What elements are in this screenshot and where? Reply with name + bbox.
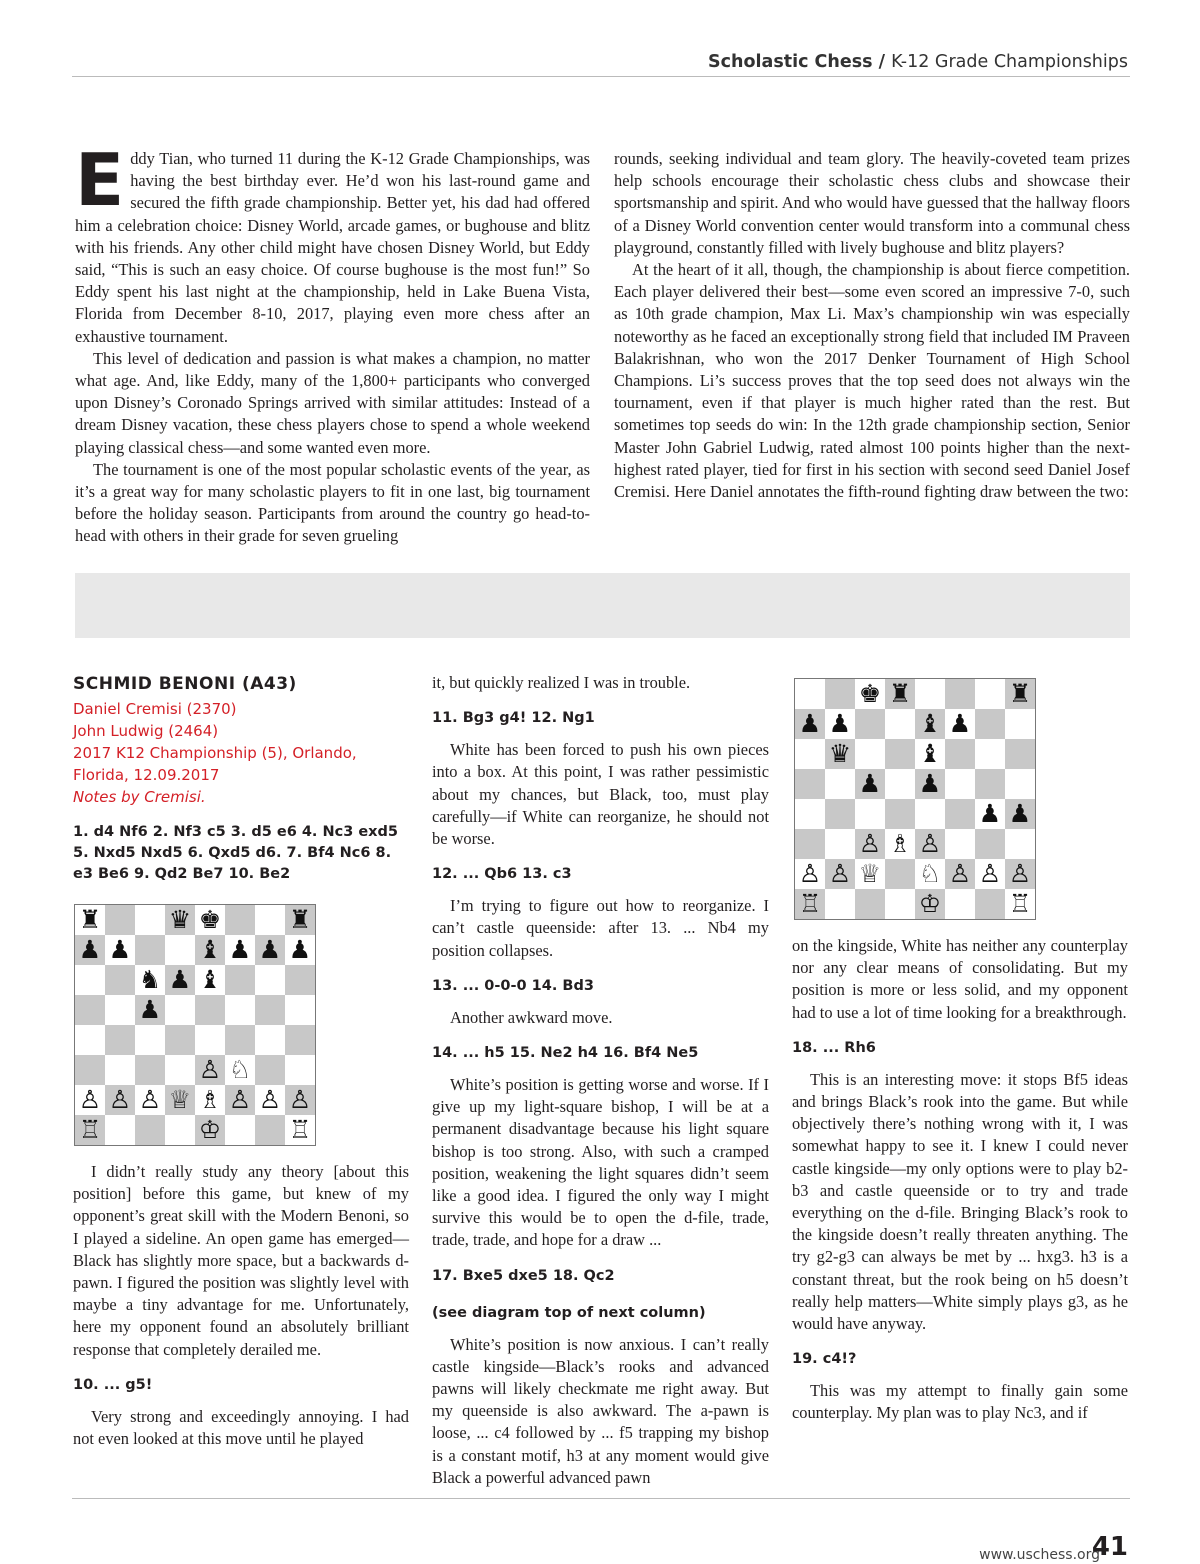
intro-paragraph-2: This level of dedication and passion is what makes a champion, no matter what age. And, like Eddy, many of the 1,800+ participants who converged upon Disney’s Coronado Springs arrived with similar attitudes: Instead of a dream Disney vacation, these chess players chose to spend a whole weekend playing classical chess—and some wanted even more.	[75, 348, 590, 457]
move-line: 19. c4!?	[792, 1351, 857, 1368]
move-line: 14. ... h5 15. Ne2 h4 16. Bf4 Ne5	[432, 1045, 699, 1062]
article-left-column	[75, 138, 590, 548]
white-player: Daniel Cremisi (2370)	[73, 700, 237, 718]
board-square	[1005, 859, 1035, 889]
board-square	[285, 1115, 315, 1145]
board-square	[195, 935, 225, 965]
board-square	[225, 995, 255, 1025]
board-square	[75, 1115, 105, 1145]
board-square	[135, 1085, 165, 1115]
board-square	[915, 769, 945, 799]
board-square	[825, 769, 855, 799]
intro-paragraph-4: rounds, seeking individual and team glory. The heavily-coveted team prizes help schools encourage their scholastic chess clubs and showcase their sportsmanship and spirit. And who would have guessed that the hallway floors of a Disney World convention center would transform into a communal chess playground, constantly filled with lively bughouse and blitz players?	[614, 149, 1130, 257]
annotation: I’m trying to figure out how to reorganize. I can’t castle queenside: after 13. ... Nb4 my position collapses.	[432, 896, 769, 960]
board-square	[795, 829, 825, 859]
board-square	[195, 965, 225, 995]
white-pawn-icon: ♙	[108, 1085, 132, 1114]
board-square	[225, 905, 255, 935]
board-square	[945, 679, 975, 709]
board-square	[975, 859, 1005, 889]
black-pawn-icon: ♟	[918, 769, 942, 798]
board-square	[885, 889, 915, 919]
article-right-column	[614, 148, 1130, 503]
intro-paragraph-1: Eddy Tian, who turned 11 during the K-12 Grade Championships, was having the best birthday ever. He’d won his last-round game and secured the fifth grade championship. Better yet, his dad had offered him a celebration choice: Disney World, arcade games, or bughouse and blitz with his friends. Any other child might have chosen Disney World, but Eddy said, “This is such an easy choice. Of course bughouse is the most fun!” So Eddy spent his last night at the championship, held in Lake Buena Vista, Florida from December 8-10, 2017, playing even more chess after an exhaustive tournament.	[75, 138, 590, 346]
board-square	[255, 1025, 285, 1055]
white-queen-icon: ♕	[168, 1085, 192, 1114]
white-rook-icon: ♖	[798, 889, 822, 918]
game-title: SCHMID BENONI (A43)	[73, 674, 297, 694]
board-square	[165, 995, 195, 1025]
header-subsection: K-12 Grade Championships	[891, 52, 1128, 72]
board-square	[915, 739, 945, 769]
page-number: 41	[1091, 1532, 1128, 1562]
black-pawn-icon: ♟	[798, 709, 822, 738]
board-square	[825, 799, 855, 829]
black-rook-icon: ♜	[78, 905, 102, 934]
board-square	[165, 1115, 195, 1145]
black-pawn-icon: ♟	[258, 935, 282, 964]
game-column-1	[73, 674, 409, 895]
board-square	[165, 1055, 195, 1085]
board-square	[975, 739, 1005, 769]
black-rook-icon: ♜	[1008, 679, 1032, 708]
board-square	[945, 859, 975, 889]
board-square	[135, 965, 165, 995]
footer-rule	[72, 1498, 1130, 1499]
annotation: White has been forced to push his own pieces into a box. At this point, I was rather pessimistic about my chances, but Black, too, must play carefully—if White can reorganize, he should not be worse.	[432, 740, 769, 849]
black-pawn-icon: ♟	[288, 935, 312, 964]
board-square	[945, 709, 975, 739]
game-column-2	[432, 672, 769, 1489]
board-square	[255, 1085, 285, 1115]
annotation: it, but quickly realized I was in trouble.	[432, 673, 691, 692]
white-rook-icon: ♖	[78, 1115, 102, 1144]
board-square	[975, 829, 1005, 859]
board-square	[285, 995, 315, 1025]
board-square	[915, 889, 945, 919]
board-square	[135, 935, 165, 965]
white-pawn-icon: ♙	[828, 859, 852, 888]
board-square	[795, 739, 825, 769]
white-king-icon: ♔	[198, 1115, 222, 1144]
annotation: This is an interesting move: it stops Bf5 ideas and brings Black’s rook into the game. But while objectively there’s nothing wrong with it, I was somewhat happy to see it. I knew I could never castle kingside—my only options were to play b2-b3 and castle queenside or to try and trade everything on the d-file. Bringing Black’s rook to the kingside doesn’t really threaten anything. The try g2-g3 can always be met by ... hxg3. h3 is a constant threat, but the rook being on h5 doesn’t really help matters—White simply plays g3, as he would have anyway.	[792, 1069, 1128, 1334]
white-bishop-icon: ♗	[888, 829, 912, 858]
board-square	[825, 829, 855, 859]
black-king-icon: ♚	[858, 679, 882, 708]
board-square	[795, 709, 825, 739]
board-square	[165, 935, 195, 965]
board-square	[975, 769, 1005, 799]
board-square	[135, 905, 165, 935]
move-line: 12. ... Qb6 13. c3	[432, 866, 572, 883]
board-square	[1005, 679, 1035, 709]
board-square	[255, 1115, 285, 1145]
board-square	[885, 709, 915, 739]
board-square	[825, 709, 855, 739]
board-square	[195, 1055, 225, 1085]
board-square	[225, 1085, 255, 1115]
white-rook-icon: ♖	[1008, 889, 1032, 918]
black-player: John Ludwig (2464)	[73, 722, 219, 740]
white-pawn-icon: ♙	[948, 859, 972, 888]
board-square	[945, 889, 975, 919]
black-bishop-icon: ♝	[198, 935, 222, 964]
running-header	[708, 52, 1128, 72]
board-square	[885, 769, 915, 799]
board-square	[855, 709, 885, 739]
white-knight-icon: ♘	[228, 1055, 252, 1084]
board-square	[825, 739, 855, 769]
board-square	[195, 905, 225, 935]
board-square	[255, 995, 285, 1025]
annotation: I didn’t really study any theory [about this position] before this game, but knew of my opponent’s great skill with the Modern Benoni, so I played a sideline. An open game has emerged—Black has slightly more space, but a backwards d-pawn. I figured the position was slightly level with maybe a tiny advantage for me. Unfortunately, here my opponent found an absolutely brilliant response that completely derailed me.	[73, 1162, 409, 1359]
annotation: This was my attempt to finally gain some counterplay. My plan was to play Nc3, and if	[792, 1381, 1128, 1423]
game-column-3	[792, 935, 1128, 1425]
board-square	[945, 829, 975, 859]
board-square	[285, 905, 315, 935]
board-square	[105, 935, 135, 965]
board-square	[915, 709, 945, 739]
white-pawn-icon: ♙	[258, 1085, 282, 1114]
white-pawn-icon: ♙	[1008, 859, 1032, 888]
board-square	[795, 799, 825, 829]
board-square	[1005, 889, 1035, 919]
board-square	[195, 995, 225, 1025]
white-pawn-icon: ♙	[78, 1085, 102, 1114]
board-square	[225, 1055, 255, 1085]
chess-diagram-2	[794, 678, 1036, 920]
board-square	[75, 1055, 105, 1085]
white-pawn-icon: ♙	[138, 1085, 162, 1114]
black-pawn-icon: ♟	[228, 935, 252, 964]
board-square	[225, 965, 255, 995]
board-square	[135, 1055, 165, 1085]
intro-paragraph-5: At the heart of it all, though, the championship is about fierce competition. Each player delivered their best—some even scored an impressive 7-0, such as 10th grade champion, Max Li. Max’s championship win was especially noteworthy as he faced an exceptionally strong field that included IM Praveen Balakrishnan, who won the 2017 Denker Tournament of High School Champions. Li’s success proves that the top seed does not always win the tournament, even if that player is much higher rated than the rest. But sometimes top seeds do win: In the 12th grade championship section, Senior Master John Gabriel Ludwig, rated almost 100 points higher than the next-highest rated player, tied for first in his section with second seed Daniel Josef Cremisi. Here Daniel annotates the fifth-round fighting draw between the two:	[614, 260, 1130, 502]
board-square	[75, 1085, 105, 1115]
board-square	[195, 1085, 225, 1115]
board-square	[885, 829, 915, 859]
white-knight-icon: ♘	[918, 859, 942, 888]
chess-diagram-1	[74, 904, 316, 1146]
white-bishop-icon: ♗	[198, 1085, 222, 1114]
board-square	[855, 739, 885, 769]
annotator: Notes by Cremisi.	[73, 788, 206, 806]
black-pawn-icon: ♟	[78, 935, 102, 964]
black-bishop-icon: ♝	[198, 965, 222, 994]
board-square	[105, 1085, 135, 1115]
white-pawn-icon: ♙	[798, 859, 822, 888]
board-square	[855, 859, 885, 889]
board-square	[795, 679, 825, 709]
board-square	[945, 799, 975, 829]
board-square	[975, 799, 1005, 829]
event-line-2: Florida, 12.09.2017	[73, 766, 220, 784]
board-square	[915, 829, 945, 859]
black-bishop-icon: ♝	[918, 739, 942, 768]
black-pawn-icon: ♟	[828, 709, 852, 738]
board-square	[285, 935, 315, 965]
board-square	[285, 1025, 315, 1055]
board-square	[105, 905, 135, 935]
board-square	[225, 935, 255, 965]
white-pawn-icon: ♙	[198, 1055, 222, 1084]
black-queen-icon: ♛	[828, 739, 852, 768]
black-rook-icon: ♜	[288, 905, 312, 934]
white-pawn-icon: ♙	[228, 1085, 252, 1114]
board-square	[135, 1025, 165, 1055]
board-square	[885, 859, 915, 889]
move-line: 10. ... g5!	[73, 1376, 153, 1393]
header-separator: /	[872, 52, 892, 72]
board-square	[825, 679, 855, 709]
board-square	[885, 799, 915, 829]
board-square	[825, 859, 855, 889]
board-square	[915, 859, 945, 889]
board-square	[945, 739, 975, 769]
board-square	[75, 965, 105, 995]
annotation: Very strong and exceedingly annoying. I had not even looked at this move until he played	[73, 1406, 409, 1449]
board-square	[855, 769, 885, 799]
board-square	[255, 905, 285, 935]
board-square	[855, 829, 885, 859]
board-square	[855, 679, 885, 709]
board-square	[1005, 829, 1035, 859]
black-pawn-icon: ♟	[858, 769, 882, 798]
header-section: Scholastic Chess	[708, 52, 873, 72]
board-square	[75, 995, 105, 1025]
white-pawn-icon: ♙	[858, 829, 882, 858]
black-pawn-icon: ♟	[948, 709, 972, 738]
board-square	[1005, 799, 1035, 829]
annotation: Another awkward move.	[450, 1007, 613, 1027]
move-line: 18. ... Rh6	[792, 1039, 876, 1056]
black-bishop-icon: ♝	[918, 709, 942, 738]
move-line: 11. Bg3 g4! 12. Ng1	[432, 710, 595, 727]
black-knight-icon: ♞	[138, 965, 162, 994]
board-square	[195, 1025, 225, 1055]
board-square	[885, 679, 915, 709]
board-square	[285, 1055, 315, 1085]
white-rook-icon: ♖	[288, 1115, 312, 1144]
black-pawn-icon: ♟	[1008, 799, 1032, 828]
board-square	[165, 965, 195, 995]
board-square	[225, 1025, 255, 1055]
see-diagram-note: (see diagram top of next column)	[432, 1304, 706, 1321]
annotation: on the kingside, White has neither any counterplay nor any clear means of consolidating. But my position is more or less solid, and my opponent had to use a lot of time looking for a breakthrough.	[792, 936, 1128, 1022]
gray-divider-band	[75, 573, 1130, 638]
move-line: 17. Bxe5 dxe5 18. Qc2	[432, 1267, 615, 1284]
white-king-icon: ♔	[918, 889, 942, 918]
board-square	[165, 1085, 195, 1115]
board-square	[105, 1055, 135, 1085]
game-column-1-lower	[73, 1161, 409, 1450]
board-square	[135, 995, 165, 1025]
board-square	[285, 965, 315, 995]
board-square	[105, 1115, 135, 1145]
board-square	[285, 1085, 315, 1115]
board-square	[105, 995, 135, 1025]
board-square	[195, 1115, 225, 1145]
header-rule	[72, 76, 1130, 77]
black-rook-icon: ♜	[888, 679, 912, 708]
board-square	[75, 905, 105, 935]
board-square	[75, 1025, 105, 1055]
board-square	[255, 1055, 285, 1085]
black-pawn-icon: ♟	[978, 799, 1002, 828]
black-queen-icon: ♛	[168, 905, 192, 934]
board-square	[855, 889, 885, 919]
footer-url: www.uschess.org	[979, 1547, 1100, 1563]
black-pawn-icon: ♟	[168, 965, 192, 994]
board-square	[105, 965, 135, 995]
board-square	[135, 1115, 165, 1145]
black-pawn-icon: ♟	[108, 935, 132, 964]
white-pawn-icon: ♙	[978, 859, 1002, 888]
event-line-1: 2017 K12 Championship (5), Orlando,	[73, 744, 357, 762]
board-square	[975, 679, 1005, 709]
board-square	[795, 769, 825, 799]
white-pawn-icon: ♙	[918, 829, 942, 858]
opening-moves: 1. d4 Nf6 2. Nf3 c5 3. d5 e6 4. Nc3 exd5 5. Nxd5 Nxd5 6. Qxd5 d6. 7. Bf4 Nc6 8. e3 Be6 9. Qd2 Be7 10. Be2	[73, 824, 399, 882]
black-king-icon: ♚	[198, 905, 222, 934]
annotation: White’s position is getting worse and worse. If I give up my light-square bishop, I will be at a permanent disadvantage because his light square bishop is too strong. Also, with such a cramped position, weakening the light squares didn’t seem like a good idea. I figured the only way I might survive this would be to open the d-file, trade, trade, trade, and hope for a draw ...	[432, 1075, 769, 1250]
board-square	[915, 799, 945, 829]
annotation: White’s position is now anxious. I can’t really castle kingside—Black’s rooks and advanced pawns will likely checkmate me right away. But my queenside is also awkward. The a-pawn is loose, ... c4 followed by ... f5 trapping my bishop is a constant motif, h3 at any moment would give Black a powerful advanced pawn	[432, 1334, 769, 1487]
board-square	[1005, 769, 1035, 799]
board-square	[975, 889, 1005, 919]
white-queen-icon: ♕	[858, 859, 882, 888]
black-pawn-icon: ♟	[138, 995, 162, 1024]
board-square	[825, 889, 855, 919]
board-square	[165, 905, 195, 935]
white-pawn-icon: ♙	[288, 1085, 312, 1114]
dropcap: E	[75, 138, 125, 222]
board-square	[1005, 739, 1035, 769]
board-square	[75, 935, 105, 965]
board-square	[1005, 709, 1035, 739]
intro-paragraph-3: The tournament is one of the most popular scholastic events of the year, as it’s a great way for many scholastic players to fit in one last, big tournament before the holiday season. Participants from around the country go head-to-head with others in their grade for seven grueling	[75, 459, 590, 546]
board-square	[795, 889, 825, 919]
board-square	[255, 935, 285, 965]
board-square	[915, 679, 945, 709]
move-line: 13. ... 0-0-0 14. Bd3	[432, 977, 594, 994]
board-square	[105, 1025, 135, 1055]
board-square	[885, 739, 915, 769]
board-square	[165, 1025, 195, 1055]
board-square	[945, 769, 975, 799]
board-square	[795, 859, 825, 889]
board-square	[225, 1115, 255, 1145]
board-square	[975, 709, 1005, 739]
board-square	[255, 965, 285, 995]
board-square	[855, 799, 885, 829]
